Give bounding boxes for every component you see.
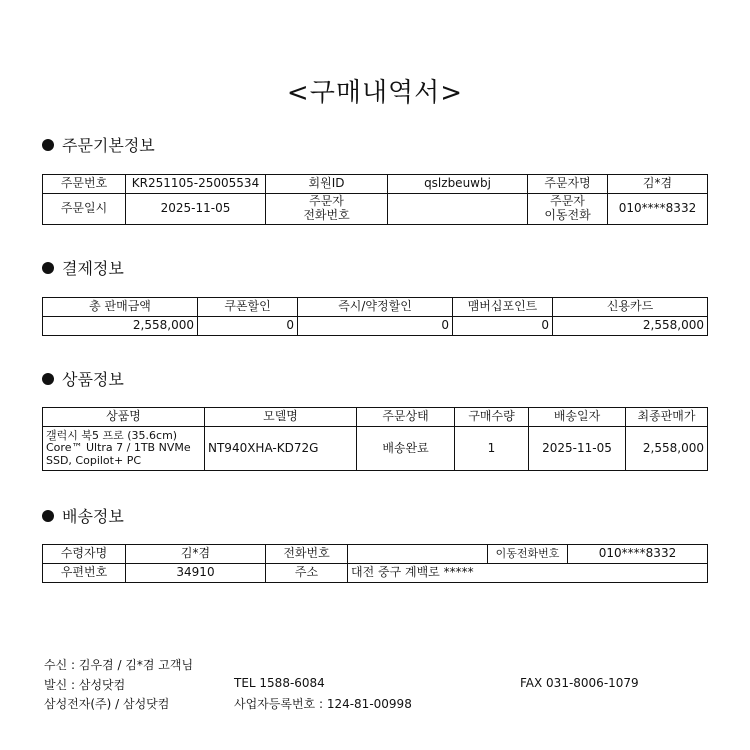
footer-sender: 발신 : 삼성닷컴 [44, 678, 126, 692]
section-heading: 결제정보 [62, 259, 124, 278]
product-header: 최종판매가 [626, 408, 708, 427]
footer-tel: TEL 1588-6084 [234, 676, 325, 690]
product-header: 구매수량 [455, 408, 529, 427]
membership-points-value: 0 [453, 317, 553, 336]
payment-header: 신용카드 [553, 298, 708, 317]
bullet-icon [42, 139, 54, 151]
final-price: 2,558,000 [626, 427, 708, 471]
receiver-value: 김*겸 [126, 545, 266, 564]
section-payment [42, 256, 124, 279]
address-value: 대전 중구 계백로 ***** [348, 564, 708, 583]
order-date-value: 2025-11-05 [126, 194, 266, 225]
payment-header: 쿠폰할인 [198, 298, 298, 317]
payment-header: 즉시/약정할인 [298, 298, 453, 317]
document-title: <구매내역서> [286, 78, 464, 108]
order-no-value: KR251105-25005534 [126, 175, 266, 194]
footer-business-number: 사업자등록번호 : 124-81-00998 [234, 697, 412, 711]
receiver-label: 수령자명 [43, 545, 126, 564]
payment-header: 맴버십포인트 [453, 298, 553, 317]
member-id-label: 회원ID [266, 175, 388, 194]
address-label: 주소 [266, 564, 348, 583]
purchase-quantity: 1 [455, 427, 529, 471]
postal-label: 우편번호 [43, 564, 126, 583]
product-name: 갤럭시 북5 프로 (35.6cm) Core™ Ultra 7 / 1TB NVMe SSD, Copilot+ PC [43, 427, 205, 471]
section-heading: 주문기본정보 [62, 136, 155, 155]
footer-fax: FAX 031-8006-1079 [520, 676, 639, 690]
footer-recipient: 수신 : 김우겸 / 김*겸 고객님 [44, 658, 194, 672]
product-header: 주문상태 [357, 408, 455, 427]
product-header: 모델명 [205, 408, 357, 427]
payment-table [42, 297, 708, 336]
orderer-phone-value [388, 194, 528, 225]
order-basic-table [42, 174, 708, 225]
section-heading: 배송정보 [62, 507, 124, 526]
member-id-value: qslzbeuwbj [388, 175, 528, 194]
section-order-basic [42, 133, 155, 156]
orderer-name-value: 김*겸 [608, 175, 708, 194]
total-sales-value: 2,558,000 [43, 317, 198, 336]
product-header: 상품명 [43, 408, 205, 427]
order-no-label: 주문번호 [43, 175, 126, 194]
payment-header: 총 판매금액 [43, 298, 198, 317]
orderer-name-label: 주문자명 [528, 175, 608, 194]
product-table [42, 407, 708, 471]
bullet-icon [42, 373, 54, 385]
bullet-icon [42, 262, 54, 274]
credit-card-value: 2,558,000 [553, 317, 708, 336]
mobile-value: 010****8332 [568, 545, 708, 564]
section-delivery [42, 504, 124, 527]
delivery-date: 2025-11-05 [529, 427, 626, 471]
order-date-label: 주문일시 [43, 194, 126, 225]
order-status: 배송완료 [357, 427, 455, 471]
instant-discount-value: 0 [298, 317, 453, 336]
phone-label: 전화번호 [266, 545, 348, 564]
section-product [42, 367, 124, 390]
orderer-mobile-label: 주문자 이동전화 [528, 194, 608, 225]
mobile-label: 이동전화번호 [488, 545, 568, 564]
product-header: 배송일자 [529, 408, 626, 427]
postal-value: 34910 [126, 564, 266, 583]
footer-company: 삼성전자(주) / 삼성닷컴 [44, 697, 170, 711]
orderer-mobile-value: 010****8332 [608, 194, 708, 225]
delivery-table [42, 544, 708, 583]
section-heading: 상품정보 [62, 370, 124, 389]
phone-value [348, 545, 488, 564]
orderer-phone-label: 주문자 전화번호 [266, 194, 388, 225]
product-model: NT940XHA-KD72G [205, 427, 357, 471]
bullet-icon [42, 510, 54, 522]
coupon-discount-value: 0 [198, 317, 298, 336]
